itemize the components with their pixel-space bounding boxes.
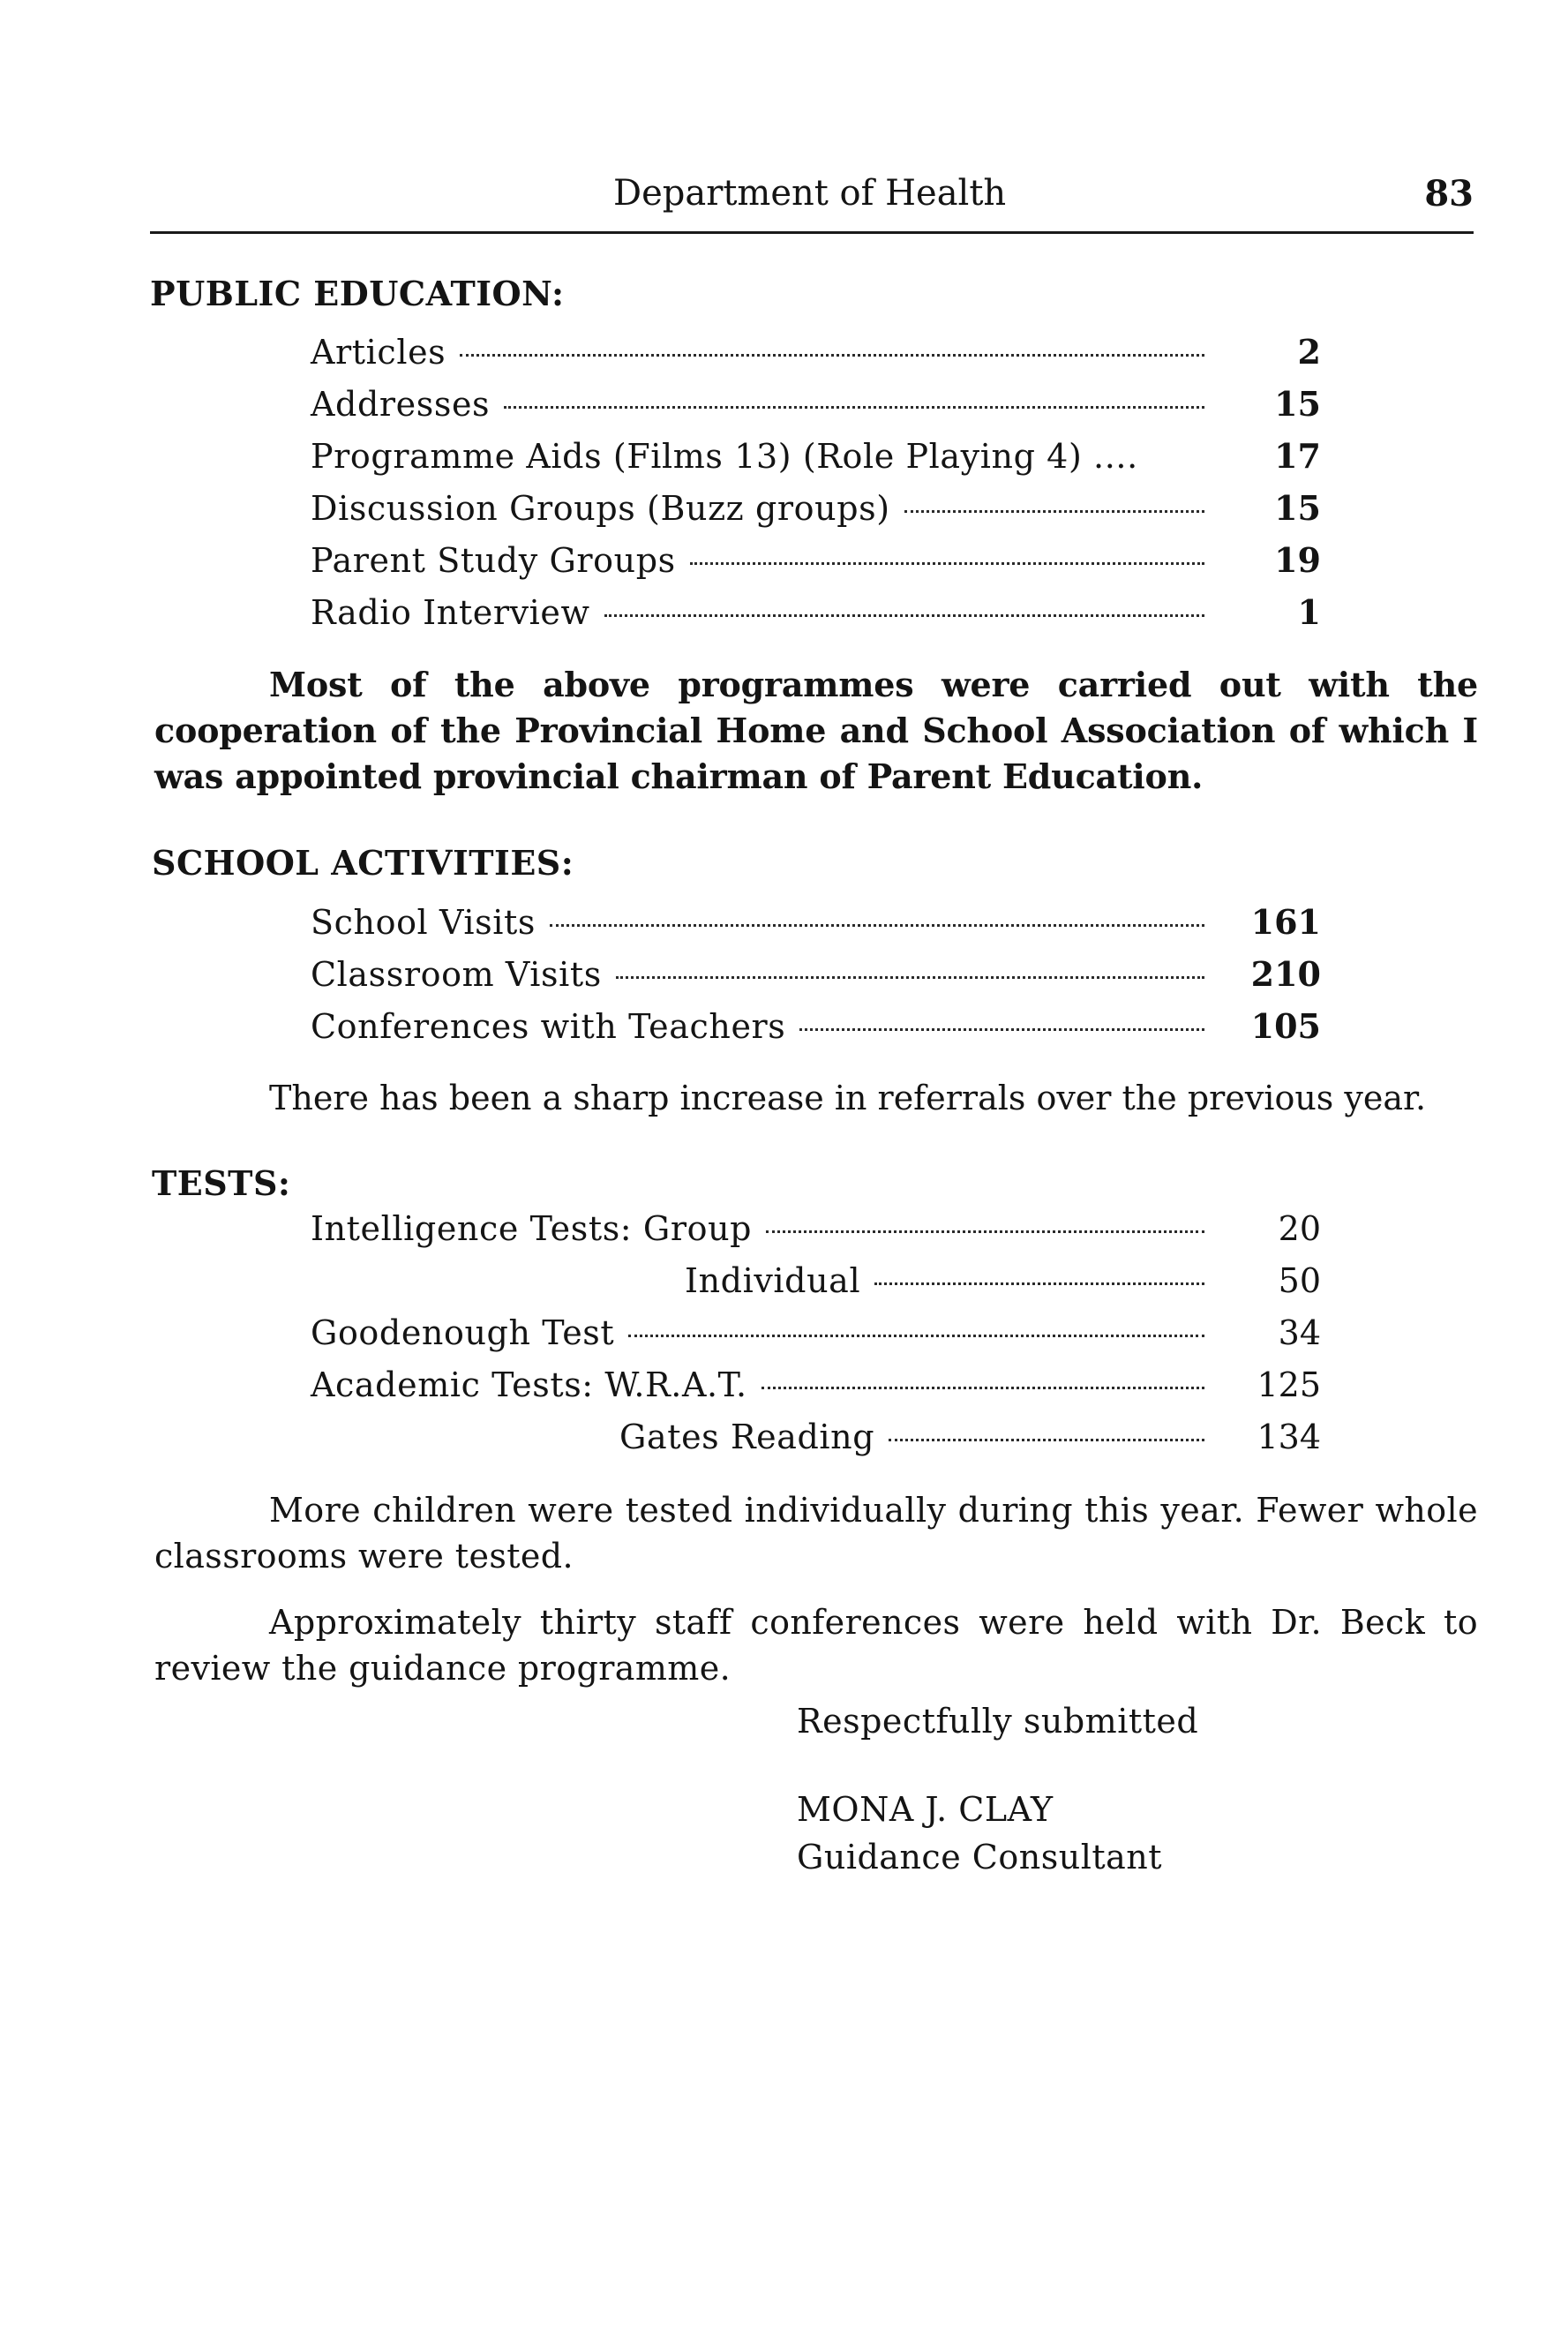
list-item	[311, 540, 1321, 592]
dot-leader	[799, 1028, 1204, 1031]
tests-heading: TESTS:	[152, 1163, 291, 1203]
dot-leader	[889, 1439, 1204, 1441]
list-item	[311, 1261, 1321, 1313]
list-item	[311, 902, 1321, 954]
note-text: Approximately thirty staff conferences were held with Dr. Beck to review the guidance programme.	[154, 1603, 1478, 1688]
item-label: Radio Interview	[311, 593, 590, 632]
school-activities-note	[154, 1075, 1478, 1121]
item-value: 15	[1274, 488, 1321, 528]
school-activities-list	[311, 902, 1321, 1058]
item-label: School Visits	[311, 903, 536, 942]
dot-leader	[766, 1230, 1204, 1233]
dot-leader	[604, 614, 1204, 617]
note-text: There has been a sharp increase in referrals over the previous year.	[269, 1079, 1427, 1117]
item-label: Programme Aids (Films 13) (Role Playing 4) ....	[311, 437, 1138, 476]
list-item	[311, 488, 1321, 540]
item-label: Gates Reading	[619, 1418, 875, 1456]
item-label: Individual	[685, 1261, 861, 1300]
running-title: Department of Health	[613, 173, 1007, 214]
list-item	[311, 1313, 1321, 1365]
dot-leader	[460, 354, 1204, 357]
tests-note-2	[154, 1599, 1478, 1691]
item-value: 34	[1278, 1313, 1321, 1352]
list-item	[311, 1418, 1321, 1470]
item-value: 50	[1278, 1261, 1321, 1300]
item-value: 17	[1274, 436, 1321, 476]
item-value: 1	[1297, 592, 1321, 632]
public-education-heading: PUBLIC EDUCATION:	[150, 274, 565, 313]
header-rule	[150, 231, 1474, 234]
list-item	[311, 1006, 1321, 1058]
item-value: 105	[1250, 1006, 1321, 1046]
dot-leader	[690, 562, 1204, 565]
item-label: Parent Study Groups	[311, 541, 676, 580]
item-value: 161	[1250, 902, 1321, 942]
closing-line: Respectfully submitted	[797, 1702, 1199, 1741]
item-value: 15	[1274, 384, 1321, 424]
running-head	[150, 173, 1474, 226]
list-item	[311, 954, 1321, 1006]
item-label: Articles	[311, 333, 446, 372]
list-item	[311, 332, 1321, 384]
tests-list	[311, 1209, 1321, 1470]
dot-leader	[616, 976, 1204, 979]
item-label: Discussion Groups (Buzz groups)	[311, 489, 890, 528]
list-item	[311, 436, 1321, 488]
public-education-list	[311, 332, 1321, 644]
dot-leader	[504, 406, 1204, 409]
item-value: 210	[1250, 954, 1321, 994]
public-education-note	[154, 662, 1478, 800]
item-value: 2	[1297, 332, 1321, 372]
list-item	[311, 384, 1321, 436]
item-label: Intelligence Tests: Group	[311, 1209, 753, 1248]
item-value: 125	[1257, 1365, 1321, 1404]
item-value: 19	[1274, 540, 1321, 580]
item-label: Academic Tests: W.R.A.T.	[311, 1365, 747, 1404]
dot-leader	[904, 510, 1204, 513]
dot-leader	[550, 924, 1204, 927]
list-item	[311, 592, 1321, 644]
signatory-name: MONA J. CLAY	[797, 1790, 1054, 1829]
item-label: Conferences with Teachers	[311, 1007, 786, 1046]
item-value: 134	[1257, 1418, 1321, 1456]
dot-leader	[628, 1335, 1204, 1337]
item-value: 20	[1278, 1209, 1321, 1248]
dot-leader	[874, 1282, 1204, 1285]
school-activities-heading: SCHOOL ACTIVITIES:	[152, 843, 574, 883]
tests-note-1	[154, 1487, 1478, 1579]
list-item	[311, 1365, 1321, 1418]
page-number: 83	[1424, 173, 1474, 214]
item-label: Classroom Visits	[311, 955, 602, 994]
signatory-title: Guidance Consultant	[797, 1838, 1163, 1876]
item-label: Goodenough Test	[311, 1313, 615, 1352]
list-item	[311, 1209, 1321, 1261]
note-text: More children were tested individually during this year. Fewer whole classrooms were tested.	[154, 1491, 1478, 1576]
dot-leader	[761, 1387, 1204, 1389]
note-text: Most of the above programmes were carried out with the cooperation of the Provincial Home and School Association of which I was appointed provincial chairman of Parent Education.	[154, 665, 1478, 796]
item-label: Addresses	[311, 385, 491, 424]
